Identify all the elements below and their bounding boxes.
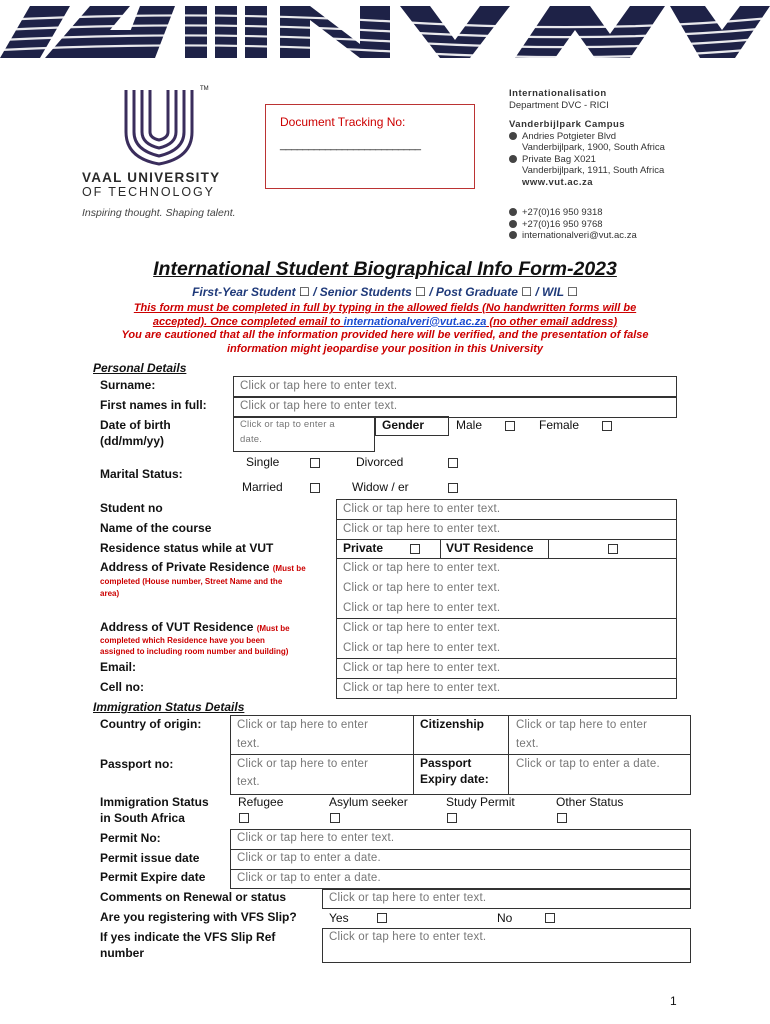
immigration-status-label-1: Immigration Status — [100, 795, 209, 809]
female-label: Female — [539, 418, 580, 432]
asylum-checkbox[interactable] — [330, 813, 340, 823]
passport-field-a[interactable]: Click or tap here to enter — [237, 758, 369, 770]
student-no-field[interactable]: Click or tap here to enter text. — [343, 503, 501, 515]
private-address-label: Address of Private Residence (Must be — [100, 560, 306, 574]
student-no-label: Student no — [100, 501, 163, 515]
notice-line-4: information might jeopardise your position in this University — [227, 342, 543, 355]
document-tracking-box — [265, 104, 475, 189]
private-address-field-3[interactable]: Click or tap here to enter text. — [343, 602, 501, 614]
university-tagline: Inspiring thought. Shaping talent. — [82, 207, 236, 219]
marital-label: Marital Status: — [100, 467, 183, 481]
postgrad-label: / Post Graduate — [429, 285, 518, 299]
tracking-number-field[interactable]: _________________________ — [280, 139, 421, 151]
university-logo — [82, 86, 242, 219]
postgrad-checkbox[interactable]: ☐ — [521, 285, 533, 299]
vfs-label: Are you registering with VFS Slip? — [100, 910, 297, 924]
fax-icon — [509, 220, 517, 228]
private-checkbox[interactable] — [410, 544, 420, 554]
notice-line-3: You are cautioned that all the information provided here will be verified, and the presentation of false — [121, 329, 649, 341]
mail-icon — [509, 155, 517, 163]
male-label: Male — [456, 418, 483, 432]
col-divider — [440, 539, 441, 558]
notice-line-2: accepted). Once completed email to internationalveri@vut.ac.za (no other email address) — [152, 315, 618, 328]
notice-email-link[interactable]: internationalveri@vut.ac.za — [343, 315, 487, 328]
permit-expire-field[interactable]: Click or tap to enter a date. — [237, 872, 381, 884]
col-divider — [548, 539, 549, 558]
row-divider — [336, 558, 677, 559]
phone-2: +27(0)16 950 9768 — [522, 218, 603, 230]
address-line-3: Private Bag X021 — [522, 153, 596, 165]
cell-label: Cell no: — [100, 680, 144, 694]
other-status-label: Other Status — [556, 795, 624, 809]
contact-info — [509, 88, 665, 242]
email-field[interactable]: Click or tap here to enter text. — [343, 662, 501, 674]
row-divider — [336, 519, 677, 520]
immigration-status-label-2: in South Africa — [100, 811, 185, 825]
vfs-ref-field: Click or tap here to enter text. — [329, 931, 487, 943]
header-banner-pattern — [0, 0, 770, 60]
vfs-ref-label-1: If yes indicate the VFS Slip Ref — [100, 930, 276, 944]
dob-format-label: (dd/mm/yy) — [100, 434, 165, 448]
country-label: Country of origin: — [100, 717, 202, 731]
private-address-field-2[interactable]: Click or tap here to enter text. — [343, 582, 501, 594]
row-divider — [336, 658, 677, 659]
permit-expire-label: Permit Expire date — [100, 870, 206, 884]
form-title: International Student Biographical Info Form-2023 — [153, 258, 617, 280]
first-year-label: First-Year Student — [192, 285, 296, 299]
permit-no-label: Permit No: — [100, 831, 161, 845]
vfs-yes-checkbox[interactable] — [377, 913, 387, 923]
private-address-note-2: area) — [100, 589, 120, 598]
passport-expiry-label-1: Passport — [420, 756, 472, 770]
citizenship-label: Citizenship — [420, 717, 485, 731]
vfs-yes-label: Yes — [329, 911, 349, 925]
study-permit-checkbox[interactable] — [447, 813, 457, 823]
row-divider — [230, 754, 691, 755]
row-divider — [230, 849, 691, 850]
university-name-line2: OF TECHNOLOGY — [82, 185, 215, 199]
passport-label: Passport no: — [100, 757, 174, 771]
other-status-checkbox[interactable] — [557, 813, 567, 823]
vut-address-label: Address of VUT Residence (Must be — [100, 620, 290, 634]
immigration-heading: Immigration Status Details — [93, 700, 245, 714]
passport-field-b: text. — [237, 776, 260, 788]
comments-field: Click or tap here to enter text. — [329, 892, 487, 904]
vut-address-note-2: assigned to including room number and building) — [100, 647, 289, 656]
vut-residence-option-label: VUT Residence — [446, 541, 534, 555]
wil-label: / WIL — [535, 285, 564, 299]
vfs-no-checkbox[interactable] — [545, 913, 555, 923]
address-line-1: Andries Potgieter Blvd — [522, 130, 616, 142]
row-divider — [336, 678, 677, 679]
comments-label: Comments on Renewal or status — [100, 890, 287, 904]
cell-field[interactable]: Click or tap here to enter text. — [343, 682, 501, 694]
wil-checkbox[interactable]: ☐ — [567, 285, 578, 299]
first-year-checkbox[interactable]: ☐ — [298, 285, 310, 299]
surname-label: Surname: — [100, 378, 156, 392]
single-label: Single — [246, 455, 280, 469]
notice-line-1: This form must be completed in full by typing in the allowed fields (No handwritten forms will be — [133, 302, 637, 314]
gender-label: Gender — [382, 418, 425, 432]
dob-placeholder-b: date. — [240, 434, 263, 445]
vut-emblem-icon — [120, 86, 198, 166]
contact-email[interactable]: internationalveri@vut.ac.za — [522, 230, 637, 241]
col-divider — [508, 715, 509, 795]
dob-placeholder-a: Click or tap to enter a — [240, 419, 335, 430]
student-category-row — [0, 285, 770, 299]
citizenship-field-b: text. — [516, 738, 539, 750]
website-link[interactable]: www.vut.ac.za — [522, 176, 594, 188]
asylum-label: Asylum seeker — [329, 795, 408, 809]
widow-checkbox[interactable] — [448, 483, 458, 493]
first-names-placeholder: Click or tap here to enter text. — [240, 400, 398, 412]
surname-placeholder: Click or tap here to enter text. — [240, 380, 398, 392]
email-label: Email: — [100, 660, 137, 674]
tracking-label: Document Tracking No: — [280, 115, 406, 129]
university-name: VAAL UNIVERSITY — [82, 170, 221, 185]
citizenship-field-a[interactable]: Click or tap here to enter — [516, 719, 648, 731]
dept-title: Internationalisation — [509, 88, 607, 99]
address-line-4: Vanderbijlpark, 1911, South Africa — [522, 165, 665, 176]
passport-expiry-label-2: Expiry date: — [420, 772, 489, 786]
divorced-checkbox[interactable] — [448, 458, 458, 468]
passport-expiry-field[interactable]: Click or tap to enter a date. — [516, 758, 660, 770]
row-divider — [336, 618, 677, 619]
permit-issue-label: Permit issue date — [100, 851, 200, 865]
married-label: Married — [242, 480, 283, 494]
divorced-label: Divorced — [356, 455, 404, 469]
senior-checkbox[interactable]: ☐ — [415, 285, 426, 299]
vut-address-note-1: completed which Residence have you been — [100, 636, 265, 645]
campus-name: Vanderbijlpark Campus — [509, 119, 626, 130]
course-label: Name of the course — [100, 521, 212, 535]
row-divider — [230, 869, 691, 870]
email-icon — [509, 231, 517, 239]
trademark-mark: TM — [200, 86, 209, 92]
col-divider — [413, 715, 414, 795]
study-permit-label: Study Permit — [446, 795, 515, 809]
widow-label: Widow / er — [352, 480, 409, 494]
personal-details-heading: Personal Details — [93, 361, 187, 375]
private-address-field-1[interactable]: Click or tap here to enter text. — [343, 562, 501, 574]
address-line-2: Vanderbijlpark, 1900, South Africa — [522, 142, 665, 153]
page-number: 1 — [670, 994, 677, 1008]
course-field[interactable]: Click or tap here to enter text. — [343, 523, 501, 535]
dob-label: Date of birth — [100, 418, 171, 432]
single-checkbox[interactable] — [310, 458, 320, 468]
refugee-label: Refugee — [238, 795, 284, 809]
dept-name: Department DVC - RICI — [509, 99, 609, 111]
permit-issue-field[interactable]: Click or tap to enter a date. — [237, 852, 381, 864]
permit-no-field[interactable]: Click or tap here to enter text. — [237, 832, 395, 844]
location-pin-icon — [509, 132, 517, 140]
senior-label: / Senior Students — [313, 285, 412, 299]
female-checkbox[interactable] — [602, 421, 612, 431]
instructions-notice — [60, 302, 710, 356]
vut-address-field-1[interactable]: Click or tap here to enter text. — [343, 622, 501, 634]
vfs-ref-label-2: number — [100, 946, 145, 960]
row-divider — [336, 539, 677, 540]
vut-residence-checkbox[interactable] — [608, 544, 618, 554]
private-address-note-1: completed (House number, Street Name and the — [100, 577, 283, 586]
married-checkbox[interactable] — [310, 483, 320, 493]
refugee-checkbox[interactable] — [239, 813, 249, 823]
male-checkbox[interactable] — [505, 421, 515, 431]
phone-1: +27(0)16 950 9318 — [522, 207, 603, 218]
first-names-label: First names in full: — [100, 398, 207, 412]
country-field-b: text. — [237, 738, 260, 750]
vut-address-field-2[interactable]: Click or tap here to enter text. — [343, 642, 501, 654]
private-option-label: Private — [343, 541, 384, 555]
vfs-no-label: No — [497, 911, 513, 925]
residence-status-label: Residence status while at VUT — [100, 541, 274, 555]
phone-icon — [509, 208, 517, 216]
country-field-a[interactable]: Click or tap here to enter — [237, 719, 369, 731]
